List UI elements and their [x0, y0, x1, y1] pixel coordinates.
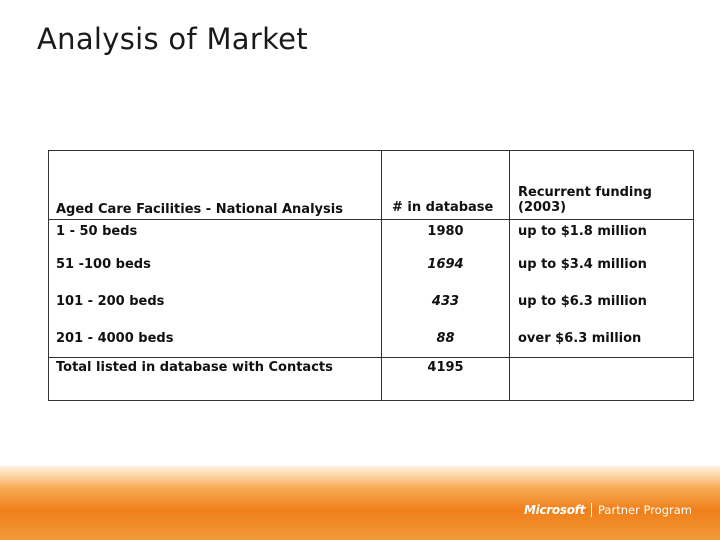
total-funding	[510, 358, 694, 401]
row-count: 1980	[382, 220, 510, 247]
total-count: 4195	[382, 358, 510, 401]
table-row	[49, 246, 694, 283]
table-row	[49, 220, 694, 247]
header-count: # in database	[382, 151, 510, 220]
row-funding: over $6.3 million	[518, 331, 642, 346]
market-analysis-table	[48, 150, 694, 401]
row-label: 51 -100 beds	[56, 257, 151, 272]
table-row	[49, 283, 694, 320]
row-funding: up to $3.4 million	[518, 257, 647, 272]
row-label: 1 - 50 beds	[56, 224, 138, 239]
row-count: 433	[382, 283, 510, 320]
slide-title: Analysis of Market	[37, 22, 308, 56]
table-row	[49, 320, 694, 358]
header-funding: Recurrent funding (2003)	[518, 185, 652, 215]
logo-divider	[591, 503, 592, 517]
row-count: 1694	[382, 246, 510, 283]
table-total-row	[49, 358, 694, 401]
table-header-row	[49, 151, 694, 220]
footer-gloss	[0, 466, 720, 486]
logo-program: Partner Program	[598, 503, 692, 517]
row-funding: up to $6.3 million	[518, 294, 647, 309]
row-count: 88	[382, 320, 510, 358]
row-funding: up to $1.8 million	[518, 224, 647, 239]
header-label: Aged Care Facilities - National Analysis	[56, 202, 343, 217]
row-label: 201 - 4000 beds	[56, 331, 174, 346]
microsoft-partner-logo	[524, 503, 692, 517]
total-label: Total listed in database with Contacts	[56, 360, 333, 375]
logo-brand: Microsoft	[524, 503, 586, 517]
row-label: 101 - 200 beds	[56, 294, 165, 309]
